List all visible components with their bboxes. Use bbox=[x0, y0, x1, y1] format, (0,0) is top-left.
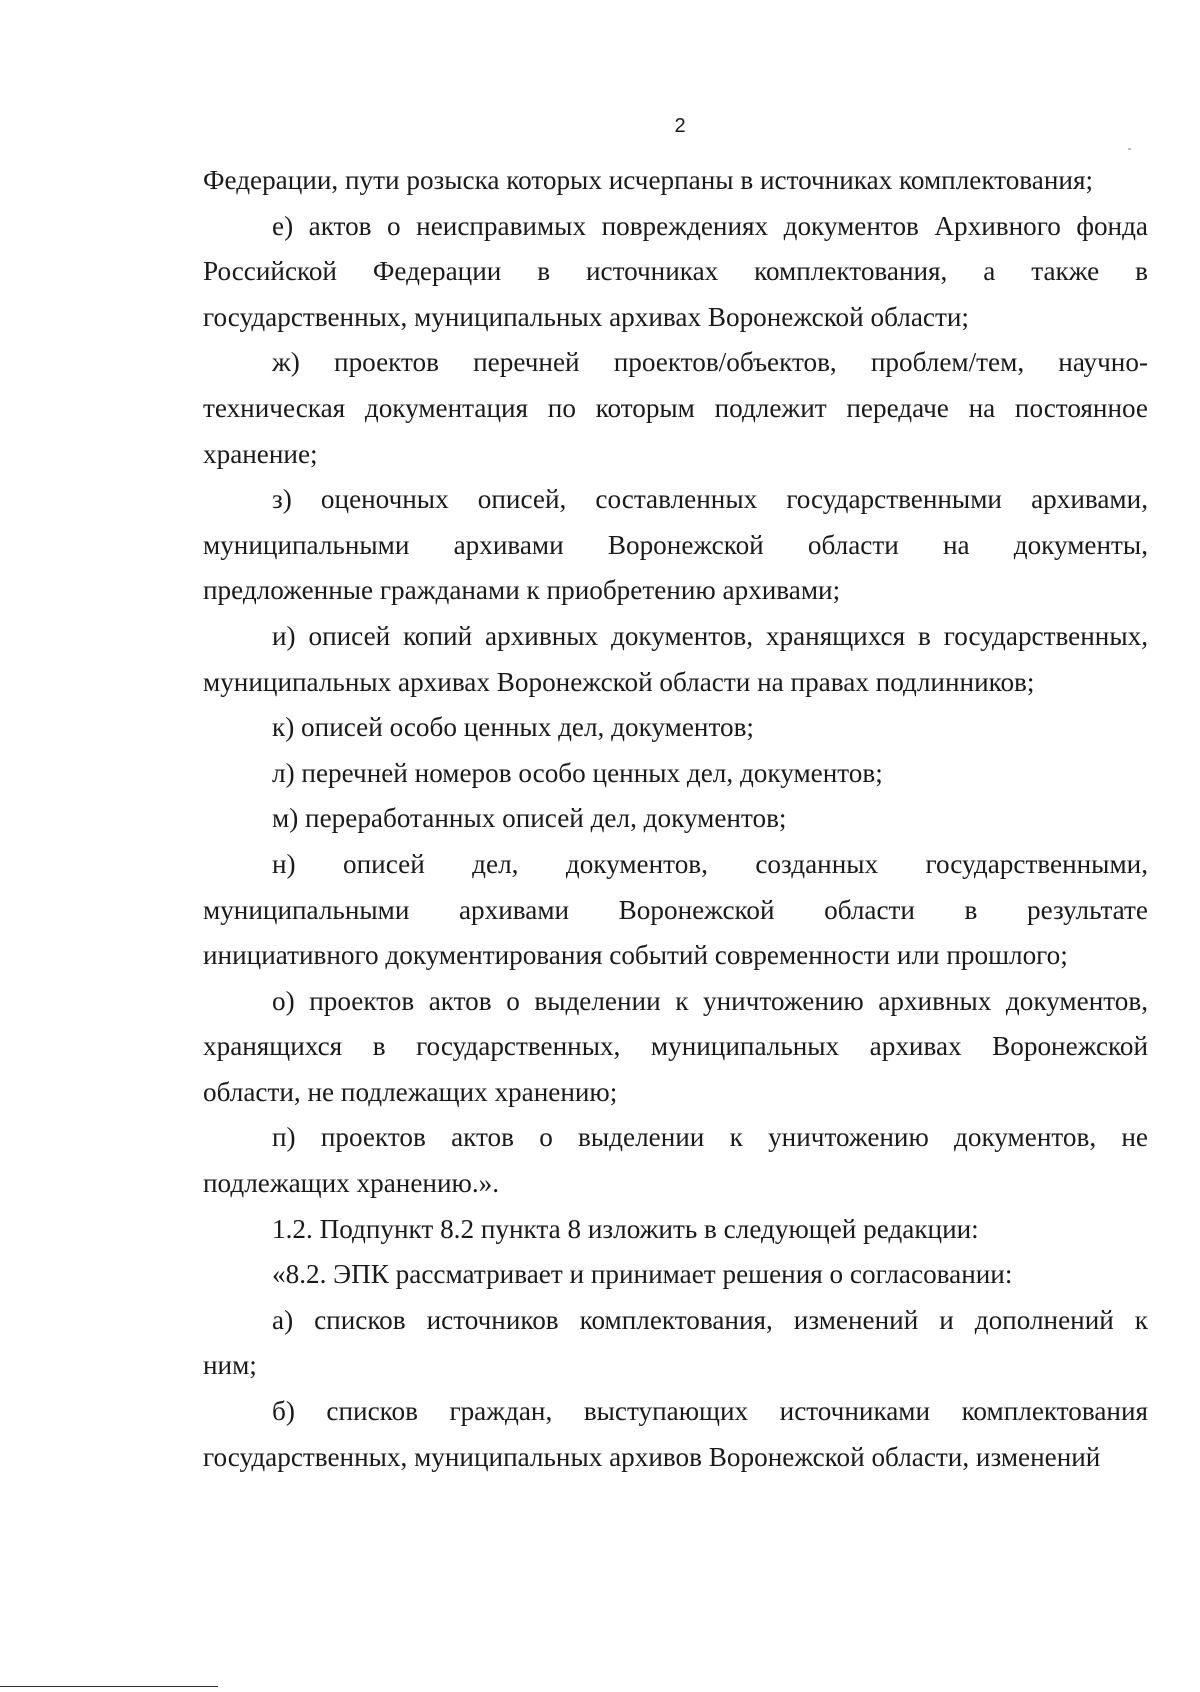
text-line: о) проектов актов о выделении к уничтожению архивных документов, bbox=[272, 985, 1148, 1016]
text-line: Российской Федерации в источниках комплектования, а также в bbox=[203, 256, 1148, 287]
text-line: б) списков граждан, выступающих источниками комплектования bbox=[272, 1396, 1148, 1427]
text-line: е) актов о неисправимых повреждениях документов Архивного фонда bbox=[272, 210, 1148, 241]
scan-edge-line bbox=[0, 1686, 218, 1687]
text-line: хранение; bbox=[203, 438, 318, 469]
text-line: техническая документация по которым подлежит передаче на постоянное bbox=[203, 392, 1148, 423]
text-line: государственных, муниципальных архивов Воронежской области, изменений bbox=[203, 1441, 1101, 1472]
text-line: хранящихся в государственных, муниципальных архивах Воронежской bbox=[203, 1031, 1148, 1062]
text-line: муниципальных архивах Воронежской области на правах подлинников; bbox=[203, 666, 1035, 697]
text-line: предложенные гражданами к приобретению архивами; bbox=[203, 575, 841, 606]
text-line: з) оценочных описей, составленных государственными архивами, bbox=[272, 484, 1148, 515]
text-line: «8.2. ЭПК рассматривает и принимает решения о согласовании: bbox=[272, 1259, 1013, 1290]
text-line: подлежащих хранению.». bbox=[203, 1168, 500, 1199]
text-line: ж) проектов перечней проектов/объектов, проблем/тем, научно- bbox=[272, 347, 1148, 378]
text-line: 1.2. Подпункт 8.2 пункта 8 изложить в следующей редакции: bbox=[272, 1213, 979, 1244]
text-line: к) описей особо ценных дел, документов; bbox=[272, 712, 754, 743]
text-line: и) описей копий архивных документов, хранящихся в государственных, bbox=[272, 620, 1148, 651]
text-line: п) проектов актов о выделении к уничтожению документов, не bbox=[272, 1122, 1148, 1153]
text-line: муниципальными архивами Воронежской области на документы, bbox=[203, 529, 1148, 560]
page-number: 2 bbox=[674, 115, 686, 137]
text-line: а) списков источников комплектования, изменений и дополнений к bbox=[272, 1304, 1148, 1335]
text-line: муниципальными архивами Воронежской области в результате bbox=[203, 894, 1148, 925]
text-line: государственных, муниципальных архивах Воронежской области; bbox=[203, 301, 969, 332]
text-line: инициативного документирования событий современности или прошлого; bbox=[203, 940, 1068, 971]
scan-speck bbox=[1128, 148, 1131, 150]
text-line: области, не подлежащих хранению; bbox=[203, 1076, 618, 1107]
document-body bbox=[203, 158, 1148, 1480]
text-line: л) перечней номеров особо ценных дел, документов; bbox=[272, 757, 883, 788]
text-line: м) переработанных описей дел, документов; bbox=[272, 803, 787, 834]
text-line: Федерации, пути розыска которых исчерпаны в источниках комплектования; bbox=[203, 165, 1094, 195]
text-line: н) описей дел, документов, созданных государственными, bbox=[272, 848, 1148, 879]
text-line: ним; bbox=[203, 1350, 257, 1381]
